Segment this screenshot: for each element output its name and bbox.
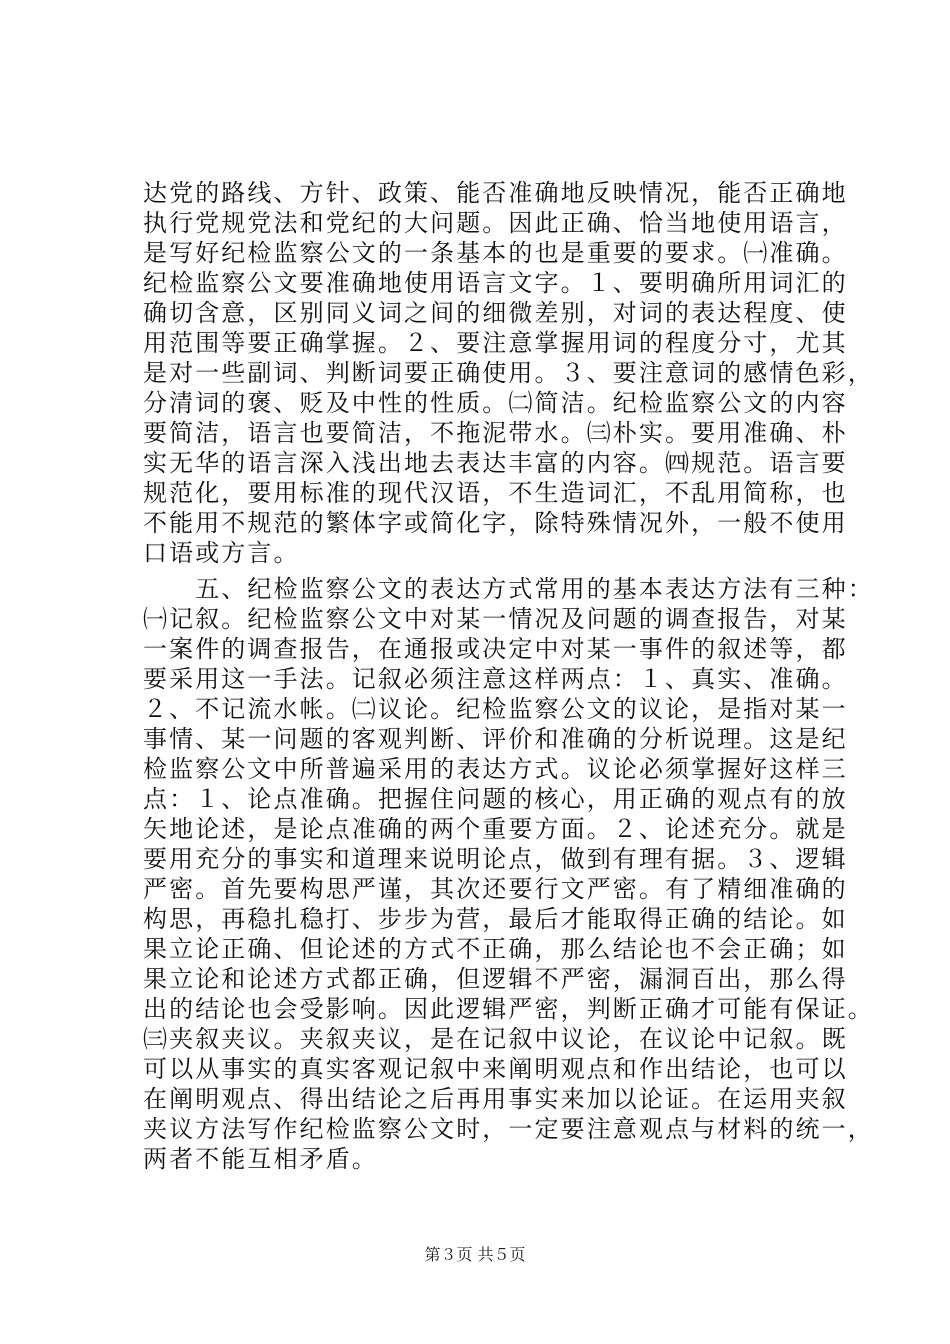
text-line: 是对一些副词、判断词要正确使用。３、要注意词的感情色彩， — [143, 359, 874, 387]
text-line: 检监察公文中所普遍采用的表达方式。议论必须掌握好这样三 — [143, 755, 848, 783]
text-line: 构思，再稳扎稳打、步步为营，最后才能取得正确的结论。如 — [143, 905, 848, 933]
text-line: 严密。首先要构思严谨，其次还要行文严密。有了精细准确的 — [143, 875, 848, 903]
text-line: 要采用这一手法。记叙必须注意这样两点：１、真实、准确。 — [143, 665, 848, 693]
text-line: 实无华的语言深入浅出地去表达丰富的内容。㈣规范。语言要 — [143, 449, 848, 477]
text-line: 不能用不规范的繁体字或简化字，除特殊情况外，一般不使用 — [143, 509, 848, 537]
text-line: 纪检监察公文要准确地使用语言文字。１、要明确所用词汇的 — [143, 269, 848, 297]
text-line: 用范围等要正确掌握。２、要注意掌握用词的程度分寸，尤其 — [143, 329, 848, 357]
text-line: 事情、某一问题的客观判断、评价和准确的分析说理。这是纪 — [143, 725, 848, 753]
text-line: 达党的路线、方针、政策、能否准确地反映情况，能否正确地 — [143, 179, 848, 207]
paragraph-heading: 五、纪检监察公文的表达方式常用的基本表达方法有三种： — [143, 575, 874, 603]
text-line: 执行党规党法和党纪的大问题。因此正确、恰当地使用语言， — [143, 209, 848, 237]
text-line: 确切含意，区别同义词之间的细微差别，对词的表达程度、使 — [143, 299, 848, 327]
text-line: ㈢夹叙夹议。夹叙夹议，是在记叙中议论，在议论中记叙。既 — [143, 1025, 848, 1053]
text-line: 出的结论也会受影响。因此逻辑严密，判断正确才可能有保证。 — [143, 995, 874, 1023]
text-line: ㈠记叙。纪检监察公文中对某一情况及问题的调查报告，对某 — [143, 605, 848, 633]
text-line: 点：１、论点准确。把握住问题的核心，用正确的观点有的放 — [143, 785, 848, 813]
text-line: 在阐明观点、得出结论之后再用事实来加以论证。在运用夹叙 — [143, 1085, 848, 1113]
text-line: 规范化，要用标准的现代汉语，不生造词汇，不乱用简称，也 — [143, 479, 848, 507]
text-line: 一案件的调查报告，在通报或决定中对某一事件的叙述等，都 — [143, 635, 848, 663]
text-line: 可以从事实的真实客观记叙中来阐明观点和作出结论，也可以 — [143, 1055, 848, 1083]
text-line: 要简洁，语言也要简洁，不拖泥带水。㈢朴实。要用准确、朴 — [143, 419, 848, 447]
text-line: 两者不能互相矛盾。 — [143, 1145, 378, 1173]
text-line: 夹议方法写作纪检监察公文时，一定要注意观点与材料的统一， — [143, 1115, 874, 1143]
text-line: ２、不记流水帐。㈡议论。纪检监察公文的议论，是指对某一 — [143, 695, 848, 723]
text-line: 果立论和论述方式都正确，但逻辑不严密，漏洞百出，那么得 — [143, 965, 848, 993]
text-line: 分清词的褒、贬及中性的性质。㈡简洁。纪检监察公文的内容 — [143, 389, 848, 417]
page-number-footer: 第３页 共５页 — [424, 1245, 526, 1264]
text-line: 口语或方言。 — [143, 539, 300, 567]
text-line: 要用充分的事实和道理来说明论点，做到有理有据。３、逻辑 — [143, 845, 848, 873]
text-line: 矢地论述，是论点准确的两个重要方面。２、论述充分。就是 — [143, 815, 848, 843]
text-line: 是写好纪检监察公文的一条基本的也是重要的要求。㈠准确。 — [143, 239, 848, 267]
text-line: 果立论正确、但论述的方式不正确，那么结论也不会正确；如 — [143, 935, 848, 963]
